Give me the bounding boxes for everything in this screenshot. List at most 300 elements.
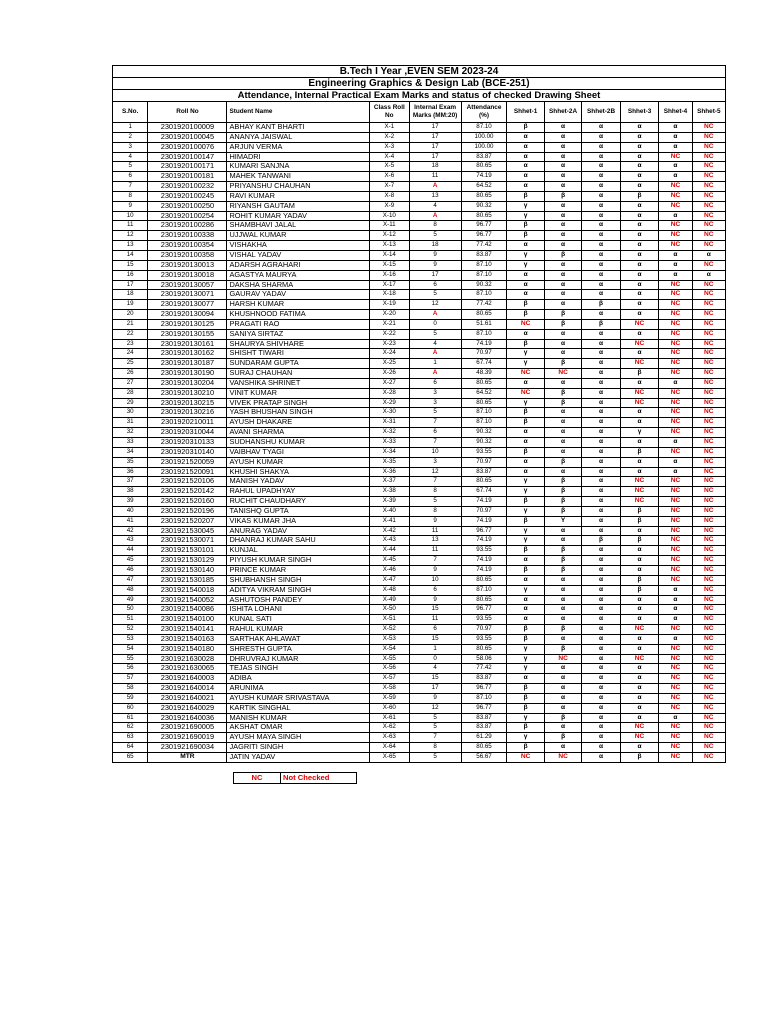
cell-sheet-2b: α	[582, 378, 621, 388]
cell-sheet-5: NC	[692, 634, 725, 644]
cell-sheet-2b: α	[582, 339, 621, 349]
cell-sheet-5: NC	[692, 339, 725, 349]
cell-class-roll-no: X-53	[370, 634, 410, 644]
table-row	[113, 398, 726, 408]
cell-sheet-4: α	[659, 615, 692, 625]
cell-class-roll-no: X-32	[370, 428, 410, 438]
cell-class-roll-no: X-11	[370, 221, 410, 231]
table-row	[113, 713, 726, 723]
cell-internal-marks: 4	[409, 201, 461, 211]
cell-sno: 58	[113, 684, 148, 694]
cell-sheet-3: α	[620, 182, 659, 192]
table-row	[113, 369, 726, 379]
cell-internal-marks: 8	[409, 221, 461, 231]
cell-sheet-4: NC	[659, 369, 692, 379]
cell-sheet-2b: α	[582, 477, 621, 487]
table-row	[113, 565, 726, 575]
cell-internal-marks: 8	[409, 743, 461, 753]
cell-sheet-1: β	[507, 447, 544, 457]
cell-class-roll-no: X-59	[370, 693, 410, 703]
cell-sheet-5: NC	[692, 172, 725, 182]
cell-sheet-1: α	[507, 615, 544, 625]
cell-sheet-3: α	[620, 310, 659, 320]
cell-student-name: DHANRAJ KUMAR SAHU	[227, 536, 370, 546]
cell-sheet-4: α	[659, 378, 692, 388]
cell-sheet-1: NC	[507, 388, 544, 398]
cell-student-name: ISHITA LOHANI	[227, 605, 370, 615]
cell-sheet-1: γ	[507, 349, 544, 359]
cell-sno: 25	[113, 359, 148, 369]
cell-attendance: 83.87	[461, 713, 507, 723]
cell-sno: 35	[113, 457, 148, 467]
cell-sheet-2a: α	[544, 684, 581, 694]
cell-attendance: 61.29	[461, 733, 507, 743]
cell-sheet-3: α	[620, 241, 659, 251]
cell-sno: 55	[113, 654, 148, 664]
cell-class-roll-no: X-41	[370, 516, 410, 526]
cell-sheet-5: NC	[692, 487, 725, 497]
cell-sheet-2b: α	[582, 270, 621, 280]
cell-sheet-5: NC	[692, 142, 725, 152]
cell-internal-marks: 11	[409, 546, 461, 556]
cell-roll-no: 2301920130190	[148, 369, 227, 379]
table-row	[113, 703, 726, 713]
cell-sheet-5: NC	[692, 260, 725, 270]
cell-internal-marks: 1	[409, 644, 461, 654]
cell-sheet-1: γ	[507, 585, 544, 595]
cell-student-name: HARSH KUMAR	[227, 300, 370, 310]
cell-sheet-3: α	[620, 467, 659, 477]
table-row	[113, 191, 726, 201]
cell-sheet-2a: α	[544, 132, 581, 142]
cell-sheet-1: γ	[507, 733, 544, 743]
cell-sheet-5: NC	[692, 191, 725, 201]
cell-roll-no: 2301921520196	[148, 506, 227, 516]
cell-sheet-5: NC	[692, 664, 725, 674]
cell-sheet-2a: β	[544, 556, 581, 566]
cell-roll-no: 2301920100171	[148, 162, 227, 172]
cell-sheet-4: NC	[659, 536, 692, 546]
cell-sheet-4: NC	[659, 447, 692, 457]
cell-roll-no: 2301921640014	[148, 684, 227, 694]
table-row	[113, 310, 726, 320]
cell-class-roll-no: X-44	[370, 546, 410, 556]
cell-sheet-3: α	[620, 152, 659, 162]
cell-sheet-2a: NC	[544, 369, 581, 379]
cell-sheet-2a: α	[544, 260, 581, 270]
cell-sheet-2a: β	[544, 398, 581, 408]
cell-sheet-3: α	[620, 674, 659, 684]
cell-student-name: ASHUTOSH PANDEY	[227, 595, 370, 605]
cell-sheet-2b: α	[582, 260, 621, 270]
cell-sno: 8	[113, 191, 148, 201]
cell-sheet-4: NC	[659, 191, 692, 201]
cell-class-roll-no: X-60	[370, 703, 410, 713]
cell-sheet-4: NC	[659, 418, 692, 428]
table-row	[113, 467, 726, 477]
cell-sheet-1: α	[507, 556, 544, 566]
cell-roll-no: 2301920210011	[148, 418, 227, 428]
cell-class-roll-no: X-57	[370, 674, 410, 684]
cell-class-roll-no: X-49	[370, 595, 410, 605]
cell-sno: 23	[113, 339, 148, 349]
cell-sheet-4: α	[659, 162, 692, 172]
cell-sheet-2a: α	[544, 172, 581, 182]
cell-internal-marks: 5	[409, 290, 461, 300]
cell-student-name: RAHUL KUMAR	[227, 625, 370, 635]
cell-sheet-1: α	[507, 438, 544, 448]
header-row	[113, 102, 726, 123]
cell-roll-no: 2301920130215	[148, 398, 227, 408]
cell-sheet-2a: α	[544, 703, 581, 713]
cell-sheet-1: β	[507, 684, 544, 694]
cell-sheet-2a: β	[544, 497, 581, 507]
cell-sheet-2b: α	[582, 723, 621, 733]
cell-sheet-3: NC	[620, 723, 659, 733]
cell-sheet-5: NC	[692, 132, 725, 142]
cell-sheet-2a: α	[544, 615, 581, 625]
header-sheet-3: Shhet-3	[620, 102, 659, 123]
table-row	[113, 123, 726, 133]
cell-sheet-1: β	[507, 634, 544, 644]
cell-student-name: SUDHANSHU KUMAR	[227, 438, 370, 448]
cell-sno: 10	[113, 211, 148, 221]
cell-sheet-5: NC	[692, 359, 725, 369]
cell-sheet-3: NC	[620, 654, 659, 664]
cell-sheet-5: NC	[692, 536, 725, 546]
cell-sheet-2b: α	[582, 388, 621, 398]
cell-sheet-2a: α	[544, 211, 581, 221]
cell-class-roll-no: X-1	[370, 123, 410, 133]
cell-attendance: 96.77	[461, 221, 507, 231]
cell-sno: 11	[113, 221, 148, 231]
cell-sheet-5: NC	[692, 753, 725, 763]
table-row	[113, 457, 726, 467]
cell-sheet-4: NC	[659, 733, 692, 743]
cell-sno: 44	[113, 546, 148, 556]
cell-student-name: RAHUL UPADHYAY	[227, 487, 370, 497]
cell-student-name: KARTIK SINGHAL	[227, 703, 370, 713]
cell-sheet-3: β	[620, 536, 659, 546]
cell-sheet-5: NC	[692, 398, 725, 408]
cell-attendance: 87.10	[461, 270, 507, 280]
table-row	[113, 408, 726, 418]
cell-student-name: AGASTYA MAURYA	[227, 270, 370, 280]
cell-sheet-1: α	[507, 674, 544, 684]
cell-sno: 43	[113, 536, 148, 546]
cell-sheet-5: NC	[692, 457, 725, 467]
cell-sheet-5: NC	[692, 477, 725, 487]
cell-sheet-3: NC	[620, 359, 659, 369]
table-row	[113, 290, 726, 300]
cell-student-name: AYUSH MAYA SINGH	[227, 733, 370, 743]
cell-student-name: SHUBHANSH SINGH	[227, 575, 370, 585]
cell-sheet-2a: β	[544, 319, 581, 329]
cell-class-roll-no: X-15	[370, 260, 410, 270]
cell-sheet-5: NC	[692, 428, 725, 438]
cell-sheet-2b: α	[582, 467, 621, 477]
cell-sheet-3: α	[620, 132, 659, 142]
cell-internal-marks: 12	[409, 300, 461, 310]
cell-class-roll-no: X-48	[370, 585, 410, 595]
cell-class-roll-no: X-47	[370, 575, 410, 585]
cell-roll-no: 2301920100358	[148, 250, 227, 260]
cell-sheet-3: β	[620, 753, 659, 763]
cell-class-roll-no: X-21	[370, 319, 410, 329]
table-row	[113, 654, 726, 664]
cell-internal-marks: A	[409, 211, 461, 221]
cell-sheet-4: NC	[659, 408, 692, 418]
cell-sheet-2b: α	[582, 201, 621, 211]
cell-sheet-2b: α	[582, 487, 621, 497]
cell-student-name: UJJWAL KUMAR	[227, 231, 370, 241]
cell-sheet-5: NC	[692, 310, 725, 320]
cell-internal-marks: 10	[409, 575, 461, 585]
cell-student-name: ADARSH AGRAHARI	[227, 260, 370, 270]
cell-sheet-2a: β	[544, 310, 581, 320]
cell-sheet-2b: α	[582, 753, 621, 763]
cell-sno: 56	[113, 664, 148, 674]
cell-sheet-4: NC	[659, 398, 692, 408]
cell-class-roll-no: X-55	[370, 654, 410, 664]
cell-sheet-4: NC	[659, 703, 692, 713]
cell-sheet-2a: α	[544, 743, 581, 753]
cell-student-name: VIKAS KUMAR JHA	[227, 516, 370, 526]
cell-sno: 39	[113, 497, 148, 507]
cell-sheet-1: β	[507, 723, 544, 733]
table-row	[113, 428, 726, 438]
cell-roll-no: 2301920130018	[148, 270, 227, 280]
cell-sheet-3: α	[620, 526, 659, 536]
cell-student-name: RAVI KUMAR	[227, 191, 370, 201]
cell-internal-marks: 4	[409, 339, 461, 349]
table-row	[113, 536, 726, 546]
cell-attendance: 90.32	[461, 428, 507, 438]
cell-roll-no: 2301921520160	[148, 497, 227, 507]
cell-sheet-5: NC	[692, 438, 725, 448]
cell-student-name: KUMARI SANJNA	[227, 162, 370, 172]
cell-attendance: 74.19	[461, 556, 507, 566]
cell-sno: 15	[113, 260, 148, 270]
cell-sheet-4: α	[659, 250, 692, 260]
cell-roll-no: 2301920130216	[148, 408, 227, 418]
cell-internal-marks: A	[409, 182, 461, 192]
header-sheet-4: Shhet-4	[659, 102, 692, 123]
table-row	[113, 644, 726, 654]
cell-student-name: VISHAKHA	[227, 241, 370, 251]
cell-class-roll-no: X-17	[370, 280, 410, 290]
cell-class-roll-no: X-39	[370, 497, 410, 507]
cell-attendance: 80.65	[461, 398, 507, 408]
cell-class-roll-no: X-24	[370, 349, 410, 359]
cell-student-name: KUNJAL	[227, 546, 370, 556]
cell-sheet-2a: α	[544, 634, 581, 644]
cell-sheet-3: NC	[620, 487, 659, 497]
cell-class-roll-no: X-10	[370, 211, 410, 221]
cell-class-roll-no: X-45	[370, 556, 410, 566]
cell-class-roll-no: X-30	[370, 408, 410, 418]
cell-sheet-3: β	[620, 369, 659, 379]
cell-attendance: 100.00	[461, 142, 507, 152]
cell-sheet-4: NC	[659, 428, 692, 438]
cell-sheet-1: NC	[507, 369, 544, 379]
cell-sheet-2b: α	[582, 664, 621, 674]
cell-sno: 45	[113, 556, 148, 566]
cell-attendance: 80.65	[461, 477, 507, 487]
cell-class-roll-no: X-6	[370, 172, 410, 182]
table-row	[113, 664, 726, 674]
cell-class-roll-no: X-38	[370, 487, 410, 497]
cell-sheet-1: α	[507, 162, 544, 172]
legend-key: NC	[234, 773, 281, 783]
cell-sheet-4: NC	[659, 310, 692, 320]
cell-sheet-4: NC	[659, 497, 692, 507]
cell-sno: 18	[113, 290, 148, 300]
cell-sno: 61	[113, 713, 148, 723]
table-row	[113, 605, 726, 615]
cell-internal-marks: 9	[409, 693, 461, 703]
cell-student-name: ROHIT KUMAR YADAV	[227, 211, 370, 221]
cell-sheet-2b: β	[582, 536, 621, 546]
cell-sheet-3: α	[620, 378, 659, 388]
cell-class-roll-no: X-42	[370, 526, 410, 536]
cell-sheet-1: γ	[507, 477, 544, 487]
cell-sheet-2b: α	[582, 625, 621, 635]
cell-sno: 21	[113, 319, 148, 329]
cell-internal-marks: 17	[409, 142, 461, 152]
cell-sheet-4: NC	[659, 359, 692, 369]
cell-sheet-4: α	[659, 260, 692, 270]
cell-roll-no: 2301920100286	[148, 221, 227, 231]
cell-sheet-2a: α	[544, 182, 581, 192]
header-internal-marks: Internal Exam Marks (MM:20)	[409, 102, 461, 123]
cell-sheet-5: NC	[692, 684, 725, 694]
cell-roll-no: 2301920130071	[148, 290, 227, 300]
cell-sno: 59	[113, 693, 148, 703]
cell-sheet-2a: β	[544, 644, 581, 654]
table-row	[113, 615, 726, 625]
cell-internal-marks: 17	[409, 132, 461, 142]
cell-sheet-4: α	[659, 132, 692, 142]
cell-roll-no: 2301921520091	[148, 467, 227, 477]
cell-sheet-2b: β	[582, 300, 621, 310]
cell-sno: 50	[113, 605, 148, 615]
cell-roll-no: 2301920130155	[148, 329, 227, 339]
cell-sno: 31	[113, 418, 148, 428]
cell-roll-no: 2301920130161	[148, 339, 227, 349]
cell-attendance: 64.52	[461, 182, 507, 192]
sheet-title: B.Tech I Year ,EVEN SEM 2023-24	[112, 65, 726, 77]
cell-student-name: SHAMBHAVI JALAL	[227, 221, 370, 231]
cell-sheet-5: NC	[692, 575, 725, 585]
cell-sheet-3: α	[620, 546, 659, 556]
cell-attendance: 90.32	[461, 201, 507, 211]
cell-sheet-2a: α	[544, 428, 581, 438]
cell-sheet-4: α	[659, 713, 692, 723]
cell-attendance: 80.65	[461, 162, 507, 172]
cell-sheet-4: α	[659, 142, 692, 152]
cell-sheet-2a: α	[544, 467, 581, 477]
table-row	[113, 546, 726, 556]
cell-sheet-5: NC	[692, 595, 725, 605]
cell-class-roll-no: X-5	[370, 162, 410, 172]
cell-roll-no: 2301920100232	[148, 182, 227, 192]
table-row	[113, 743, 726, 753]
header-attendance: Attendance (%)	[461, 102, 507, 123]
cell-student-name: ADITYA VIKRAM SINGH	[227, 585, 370, 595]
cell-sheet-4: NC	[659, 625, 692, 635]
cell-internal-marks: 7	[409, 418, 461, 428]
table-row	[113, 447, 726, 457]
cell-sheet-4: NC	[659, 743, 692, 753]
cell-roll-no: 2301921690034	[148, 743, 227, 753]
cell-attendance: 70.97	[461, 349, 507, 359]
cell-class-roll-no: X-56	[370, 664, 410, 674]
cell-student-name: ANURAG YADAV	[227, 526, 370, 536]
cell-sheet-2b: α	[582, 556, 621, 566]
cell-internal-marks: 13	[409, 191, 461, 201]
cell-sheet-3: α	[620, 743, 659, 753]
cell-sheet-3: α	[620, 329, 659, 339]
cell-attendance: 93.55	[461, 615, 507, 625]
table-row	[113, 270, 726, 280]
cell-sheet-2a: α	[544, 329, 581, 339]
cell-sheet-2a: α	[544, 447, 581, 457]
cell-class-roll-no: X-34	[370, 447, 410, 457]
cell-class-roll-no: X-35	[370, 457, 410, 467]
cell-sheet-3: α	[620, 270, 659, 280]
cell-sheet-1: γ	[507, 201, 544, 211]
cell-student-name: PRAGATI RAO	[227, 319, 370, 329]
cell-internal-marks: 6	[409, 428, 461, 438]
table-row	[113, 388, 726, 398]
cell-student-name: PRIYANSHU CHAUHAN	[227, 182, 370, 192]
cell-attendance: 93.55	[461, 447, 507, 457]
cell-sheet-2b: α	[582, 290, 621, 300]
cell-sheet-5: NC	[692, 241, 725, 251]
table-row	[113, 438, 726, 448]
cell-sno: 51	[113, 615, 148, 625]
cell-sheet-2a: β	[544, 565, 581, 575]
cell-sheet-3: α	[620, 634, 659, 644]
cell-sheet-3: NC	[620, 339, 659, 349]
cell-roll-no: MTR	[148, 753, 227, 763]
table-row	[113, 506, 726, 516]
header-sno: S.No.	[113, 102, 148, 123]
cell-sheet-5: NC	[692, 556, 725, 566]
cell-roll-no: 2301920310140	[148, 447, 227, 457]
header-sheet-2a: Shhet-2A	[544, 102, 581, 123]
cell-sno: 29	[113, 398, 148, 408]
cell-internal-marks: 5	[409, 723, 461, 733]
table-row	[113, 162, 726, 172]
cell-sheet-4: α	[659, 211, 692, 221]
cell-sheet-2b: α	[582, 438, 621, 448]
cell-sheet-1: γ	[507, 713, 544, 723]
cell-attendance: 96.77	[461, 526, 507, 536]
cell-sheet-2a: α	[544, 418, 581, 428]
cell-sheet-2b: α	[582, 526, 621, 536]
cell-sno: 4	[113, 152, 148, 162]
cell-sheet-2b: α	[582, 615, 621, 625]
cell-sheet-4: NC	[659, 693, 692, 703]
cell-sheet-2a: α	[544, 408, 581, 418]
cell-sno: 46	[113, 565, 148, 575]
cell-sheet-2a: α	[544, 270, 581, 280]
cell-student-name: ARUNIMA	[227, 684, 370, 694]
cell-internal-marks: 8	[409, 506, 461, 516]
cell-roll-no: 2301920130210	[148, 388, 227, 398]
